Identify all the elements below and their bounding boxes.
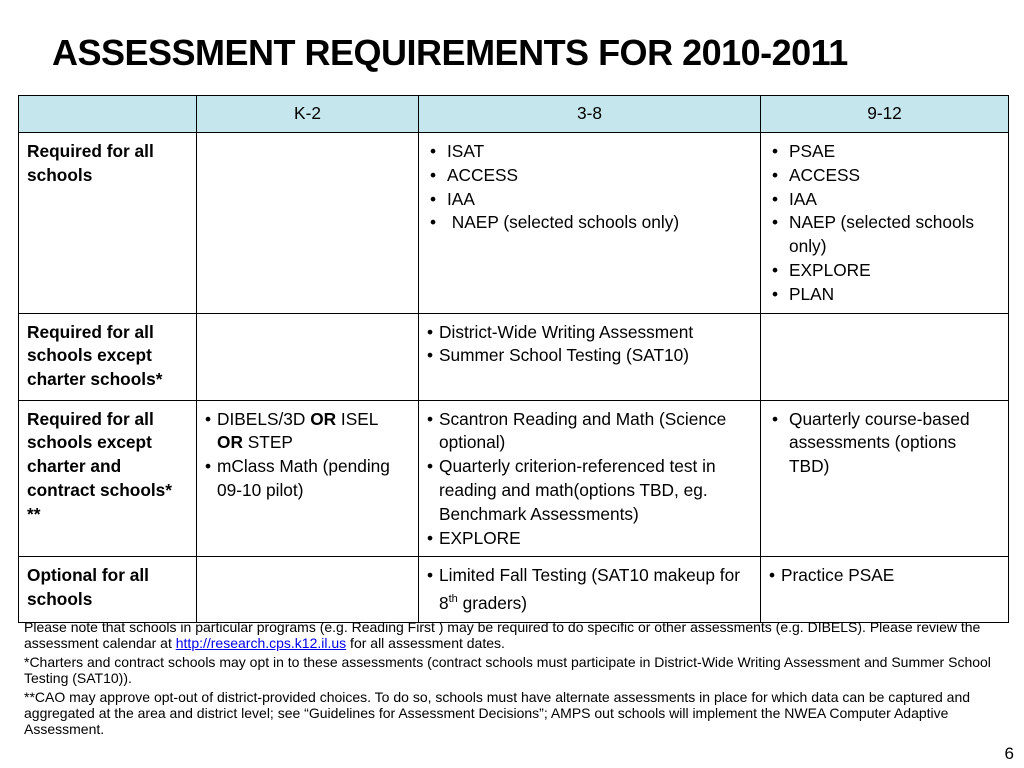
list-item: • EXPLORE	[427, 527, 752, 551]
list-item: • District-Wide Writing Assessment	[427, 321, 752, 345]
slide-title: ASSESSMENT REQUIREMENTS FOR 2010-2011	[52, 32, 848, 73]
table-row	[19, 557, 1009, 622]
header-9-12: 9-12	[761, 96, 1009, 133]
list-item: • PSAE	[769, 140, 1000, 164]
row-label: Required for all schools	[19, 133, 197, 314]
list-item: • IAA	[427, 188, 752, 212]
cell-3-8	[419, 400, 761, 557]
list-item: • PLAN	[769, 283, 1000, 307]
list-item: • ACCESS	[769, 164, 1000, 188]
list-item: • Summer School Testing (SAT10)	[427, 344, 752, 368]
or-text: OR	[217, 432, 243, 453]
cell-k-2	[197, 557, 419, 622]
list-item: • NAEP (selected schools only)	[427, 211, 752, 235]
table-header-row	[19, 96, 1009, 133]
cell-k-2	[197, 313, 419, 400]
note-charters: *Charters and contract schools may opt in to these assessments (contract schools must participate in District-Wide Writing Assessment and Summer School Testing (SAT10)).	[24, 654, 991, 686]
list-item: • Quarterly course-based assessments (options TBD)	[769, 408, 1000, 479]
cell-9-12	[761, 400, 1009, 557]
isel-text: ISEL	[340, 408, 379, 429]
table-row	[19, 133, 1009, 314]
list-item: • Quarterly criterion-referenced test in reading and math(options TBD, eg. Benchmark Assessments)	[427, 455, 752, 526]
list-item: • IAA	[769, 188, 1000, 212]
cell-9-12	[761, 313, 1009, 400]
header-empty	[19, 96, 197, 133]
list-item	[205, 408, 410, 456]
list-item: • mClass Math (pending 09-10 pilot)	[205, 455, 410, 503]
assessment-calendar-link[interactable]: http://research.cps.k12.il.us	[175, 634, 347, 651]
list-item: • EXPLORE	[769, 259, 1000, 283]
list-item: • Scantron Reading and Math (Science optional)	[427, 408, 752, 456]
fall-testing-text-end: graders)	[457, 592, 527, 613]
cell-k-2	[197, 133, 419, 314]
note-text: for all assessment dates.	[346, 634, 505, 651]
or-text: OR	[310, 408, 337, 429]
list-item: • ACCESS	[427, 164, 752, 188]
row-label: Required for all schools except charter schools*	[19, 313, 197, 400]
list-item: • ISAT	[427, 140, 752, 164]
table-row	[19, 400, 1009, 557]
note-cao: **CAO may approve opt-out of district-provided choices. To do so, schools must have alternate assessments in place for which data can be captured and aggregated at the area and district level; see “Guidelines for Assessment Decisions”; AMPS out schools will implement the NWEA Computer Adaptive Assessment.	[24, 689, 971, 737]
fall-testing-text: Limited Fall Testing (SAT10 makeup for 8	[439, 565, 740, 613]
footnotes	[24, 620, 999, 741]
cell-3-8	[419, 133, 761, 314]
header-k-2: K-2	[197, 96, 419, 133]
table-row	[19, 313, 1009, 400]
row-label: Required for all schools except charter and contract schools* **	[19, 400, 197, 557]
cell-3-8	[419, 313, 761, 400]
cell-3-8	[419, 557, 761, 622]
page-number: 6	[1004, 744, 1014, 763]
note-text: Please note that schools in particular programs (e.g. Reading First ) may be required to do specific or other assessments (e.g. DIBELS). Please review the assessment calendar at	[24, 619, 981, 651]
dibels-text: DIBELS/3D	[217, 408, 306, 429]
list-item: • Practice PSAE	[769, 564, 1000, 588]
cell-9-12	[761, 557, 1009, 622]
step-text: STEP	[247, 432, 293, 453]
note-programs	[24, 620, 999, 651]
ordinal-suffix: th	[448, 593, 458, 606]
list-item: • NAEP (selected schools only)	[769, 211, 1000, 259]
cell-9-12	[761, 133, 1009, 314]
row-label: Optional for all schools	[19, 557, 197, 622]
cell-k-2	[197, 400, 419, 557]
header-3-8: 3-8	[419, 96, 761, 133]
list-item	[427, 564, 752, 615]
assessment-table	[18, 95, 1009, 623]
